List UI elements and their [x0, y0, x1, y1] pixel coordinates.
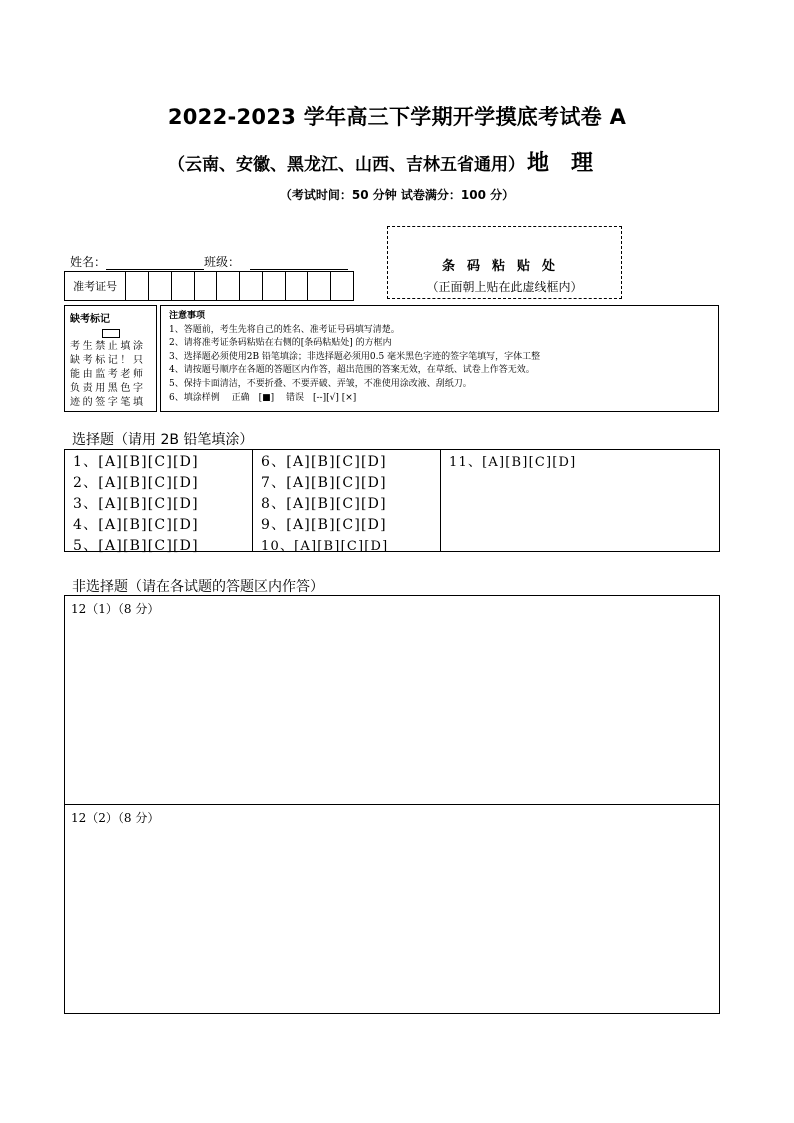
absence-mark-box	[64, 305, 157, 412]
answer-area-q12-1[interactable]	[64, 595, 720, 805]
notice-item: 2、请将准考证条码粘贴在右侧的[条码粘贴处] 的方框内	[169, 338, 392, 349]
choice-column	[65, 450, 253, 554]
exam-subtitle	[168, 146, 593, 177]
choice-question[interactable]: 10、[A][B][C][D]	[261, 539, 389, 554]
question-label: 12（1）（8 分）	[71, 602, 160, 616]
notice-title: 注意事项	[169, 311, 206, 321]
class-field[interactable]	[250, 257, 348, 270]
exam-number-grid	[64, 271, 354, 301]
exam-number-cell[interactable]	[126, 272, 149, 300]
choice-section-label: 选择题（请用 2B 铅笔填涂）	[72, 432, 254, 448]
exam-number-cell[interactable]	[172, 272, 195, 300]
choice-question[interactable]: 11、[A][B][C][D]	[449, 455, 577, 470]
choice-column	[253, 450, 441, 554]
exam-number-label: 准考证号	[65, 272, 126, 300]
absence-mark-text: 考生禁止填涂缺考标记！只能由监考老师负责用黑色字迹的签字笔填	[70, 341, 146, 408]
choice-column	[441, 450, 719, 551]
choice-question[interactable]: 7、[A][B][C][D]	[261, 475, 387, 491]
notice-item: 5、保持卡面清洁，不要折叠、不要弄破、弄皱，不准使用涂改液、刮纸刀。	[169, 378, 472, 389]
choice-answer-table	[64, 449, 720, 552]
exam-number-cell[interactable]	[263, 272, 286, 300]
choice-question[interactable]: 5、[A][B][C][D]	[73, 538, 199, 554]
exam-number-cell[interactable]	[149, 272, 172, 300]
barcode-note: （正面朝上贴在此虚线框内）	[426, 280, 583, 294]
name-label: 姓名：	[70, 255, 107, 269]
exam-number-cell[interactable]	[286, 272, 309, 300]
notice-box	[160, 305, 719, 412]
answer-area-q12-2[interactable]	[64, 804, 720, 1014]
class-label: 班级：	[204, 255, 241, 269]
notice-item: 4、请按题号顺序在各题的答题区内作答，超出范围的答案无效，在草纸、试卷上作答无效。	[169, 365, 535, 376]
barcode-area	[387, 226, 622, 299]
choice-question[interactable]: 9、[A][B][C][D]	[261, 517, 387, 533]
provinces-label: （云南、安徽、黑龙江、山西、吉林五省通用）	[168, 155, 525, 175]
page-title: 2022-2023 学年高三下学期开学摸底考试卷 A	[167, 105, 627, 129]
exam-number-cell[interactable]	[195, 272, 218, 300]
exam-number-cell[interactable]	[240, 272, 263, 300]
exam-number-cell[interactable]	[308, 272, 331, 300]
notice-item: 1、答题前，考生先将自己的姓名、准考证号码填写清楚。	[169, 324, 400, 335]
exam-number-cell[interactable]	[217, 272, 240, 300]
choice-question[interactable]: 3、[A][B][C][D]	[73, 496, 199, 512]
choice-question[interactable]: 4、[A][B][C][D]	[73, 517, 199, 533]
choice-question[interactable]: 8、[A][B][C][D]	[261, 496, 387, 512]
name-field[interactable]	[106, 257, 204, 270]
barcode-title: 条码粘贴处	[441, 259, 567, 274]
exam-number-cell[interactable]	[331, 272, 353, 300]
question-label: 12（2）（8 分）	[71, 811, 160, 825]
exam-time-info: （考试时间：50 分钟 试卷满分：100 分）	[279, 188, 515, 202]
absence-mark-checkbox[interactable]	[102, 329, 120, 338]
non-choice-section-label: 非选择题（请在各试题的答题区内作答）	[72, 579, 324, 595]
subject-label: 地 理	[527, 151, 594, 176]
choice-question[interactable]: 6、[A][B][C][D]	[261, 454, 387, 470]
notice-item: 3、选择题必须使用2B 铅笔填涂；非选择题必须用0.5 毫米黑色字迹的签字笔填写，字体工整	[169, 351, 541, 362]
notice-item: 6、填涂样例 正确 [■] 错误 [--][√] [×]	[169, 392, 357, 403]
absence-mark-title: 缺考标记	[70, 314, 110, 325]
choice-question[interactable]: 1、[A][B][C][D]	[73, 454, 199, 470]
student-name-row	[70, 253, 348, 270]
choice-question[interactable]: 2、[A][B][C][D]	[73, 475, 199, 491]
